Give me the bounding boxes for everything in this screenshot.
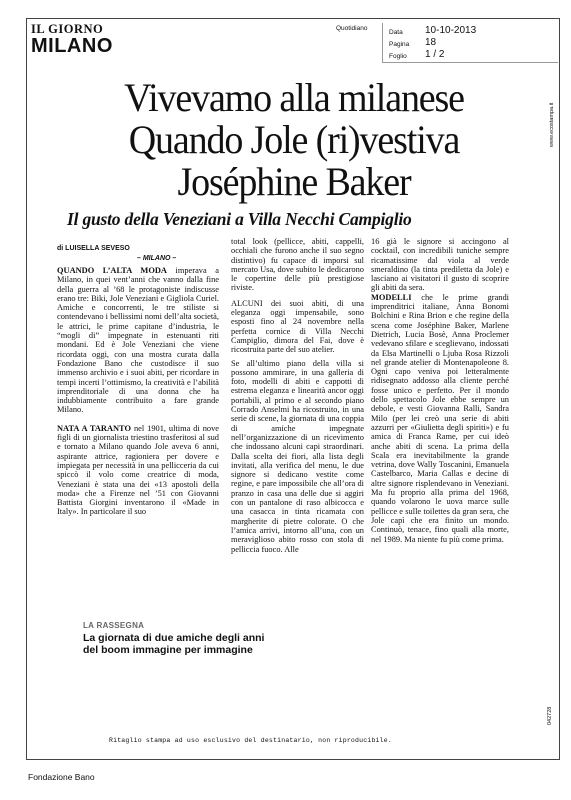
info-box — [382, 23, 558, 63]
info-value: 18 — [425, 37, 437, 48]
paragraph — [57, 266, 219, 415]
paragraph-lead: NATA A TARANTO — [57, 423, 131, 433]
info-label: Data — [389, 29, 403, 36]
newspaper-name: IL GIORNO — [31, 22, 104, 36]
article-column-2 — [231, 237, 364, 554]
info-value: 1 / 2 — [425, 49, 445, 60]
info-label: Pagina — [389, 41, 410, 48]
info-value: 10-10-2013 — [425, 25, 477, 36]
clipping-note: Ritaglio stampa ad uso esclusivo del destinatario, non riproducibile. — [109, 737, 392, 744]
side-code: 042728 — [547, 706, 553, 725]
dateline: – MILANO – — [137, 255, 177, 262]
newspaper-clipping — [26, 18, 560, 760]
paragraph-text: nel 1901, ultima di nove figli di un giornalista triestino trasferitosi al sud e tornato a Milano quando Jole aveva 6 anni, aspirante attrice, ragioniera per dovere e impiegata per necessità in una pellicceria da cui spiccò il volo come creatrice di moda, Veneziani è stata una dei «13 apostoli della moda» che a Firenze nel ’51 con Giovanni Battista Giorgini inventarono il «Made in Italy». In particolare il suo — [57, 423, 219, 517]
paragraph-text: imperava a Milano, in quei vent’anni che vanno dalla fine della guerra al ’68 le protagoniste indiscusse erano tre: Biki, Jole Veneziani e Gigliola Curiel. Amiche e concorrenti, le tre stiliste si contendevano i bellissimi nomi dell’alta società, le attrici, le prime capitane d’industria, le “mogli di” impegnate in estenuanti riti mondani. Ed è Jole Veneziani che viene ricordata oggi, con una mostra curata dalla Fondazione Bano che custodisce il suo immenso archivio e i suoi abiti, per ricordare in tempi incerti l’ottimismo, la creatività e l’abilità imprenditoriale di una donna che ha indubbiamente contribuito a fare grande Milano. — [57, 266, 219, 415]
byline: di LUISELLA SEVESO — [57, 245, 130, 252]
side-url: www.ecostampa.it — [549, 102, 555, 147]
paragraph — [57, 424, 219, 517]
paragraph: 16 già le signore si accingono al cocktail, con incredibili tuniche sempre ricamatissime dal viola al verde smeraldino (la tinta prediletta da Jole) e lasciano ai visitatori il gusto di scoprire gli abiti da sera. — [371, 237, 509, 293]
subheadline: Il gusto della Veneziani a Villa Necchi Campiglio — [67, 209, 412, 229]
paragraph — [371, 293, 509, 544]
paragraph-lead: MODELLI — [371, 292, 412, 302]
paragraph-lead: QUANDO L’ALTA MODA — [57, 266, 167, 275]
rassegna-label: LA RASSEGNA — [83, 621, 145, 630]
paragraph: total look (pellicce, abiti, cappelli, occhiali che furono anche il suo segno distintivo) fu capace di imporsi sul mercato Usa, dove subito le dedicarono le copertine delle più prestigiose riviste. — [231, 237, 364, 293]
masthead — [31, 23, 381, 56]
article-column-1 — [57, 266, 219, 517]
headline-line: Joséphine Baker — [177, 159, 411, 204]
info-label: Foglio — [389, 53, 407, 60]
paragraph-text: che le prime grandi imprenditrici italiane, Anna Bonomi Bolchini e Rina Brion e che regine della scena come Joséphine Baker, Marlene Dietrich, Lucia Bosè, Anna Proclemer vedevano sfilare e sceglievano, indossati da Elsa Martinelli o Ljuba Rosa Rizzoli nel grande atelier di Montenapoleone 8. Ogni capo veniva poi letteralmente ridisegnato addosso alla cliente perché fosse unico e perfetto. Per il mondo dello spettacolo Jole ebbe sempre un debole, e vesti Giovanna Ralli, Sandra Milo (per lei creò una serie di abiti azzurri per «Giulietta degli spiriti») e fu amica di Franca Rame, per cui ideò anche abiti di scena. La prima della Scala era inevitabilmente la grande vetrina, dove Wally Toscanini, Emanuela Castelbarco, Maria Callas e decine di altre signore risplendevano in Veneziani. Ma fu proprio alla prima del 1968, quando volarono le uova marce sulle pellicce e sulle toilettes da gran sera, che Jole capì che era finito un mondo. Continuò, tenace, fino quali alla morte, nel 1989. Ma niente fu più come prima. — [371, 292, 509, 544]
paragraph: Se all’ultimo piano della villa si possono ammirare, in una galleria di foto, modelli di abiti e cappotti di estrema eleganza e linearità ancor oggi portabili, al primo e al secondo piano Corrado Anselmi ha ricostruito, in una serie di scene, la giornata di una coppia di amiche impegnate nell’organizzazione di un ricevimento che indossano alcuni capi straordinari. Dalla scelta dei fiori, alla lista degli invitati, alla verifica del menu, le due signore si dedicano vestite come regine, e pare impossibile che all’ora di pranzo in casa una delle due si aggiri con un pantalone di raso albicocca e una casacca in tinta ricamata con margherite di pietre colorate. O che l’amica arrivi, intorno all’una, con un meraviglioso abito rosso con stola di pelliccia fuoco. Alle — [231, 358, 364, 554]
article-column-3 — [371, 237, 509, 544]
edition-name: MILANO — [31, 35, 113, 57]
rassegna-box — [83, 621, 273, 656]
headline — [40, 77, 547, 203]
publication-type: Quotidiano — [336, 25, 368, 32]
rassegna-text: La giornata di due amiche degli anni del boom immagine per immagine — [83, 632, 265, 656]
footer-source: Fondazione Bano — [28, 772, 95, 782]
headline-line: Vivevamo alla milanese — [124, 75, 464, 120]
headline-line: Quando Jole (ri)vestiva — [128, 117, 460, 162]
paragraph: ALCUNI dei suoi abiti, di una eleganza oggi impensabile, sono esposti fino al 24 novembre nella perfetta cornice di Villa Necchi Campiglio, dimora del Fai, dove è ricostruita parte del suo atelier. — [231, 298, 364, 355]
